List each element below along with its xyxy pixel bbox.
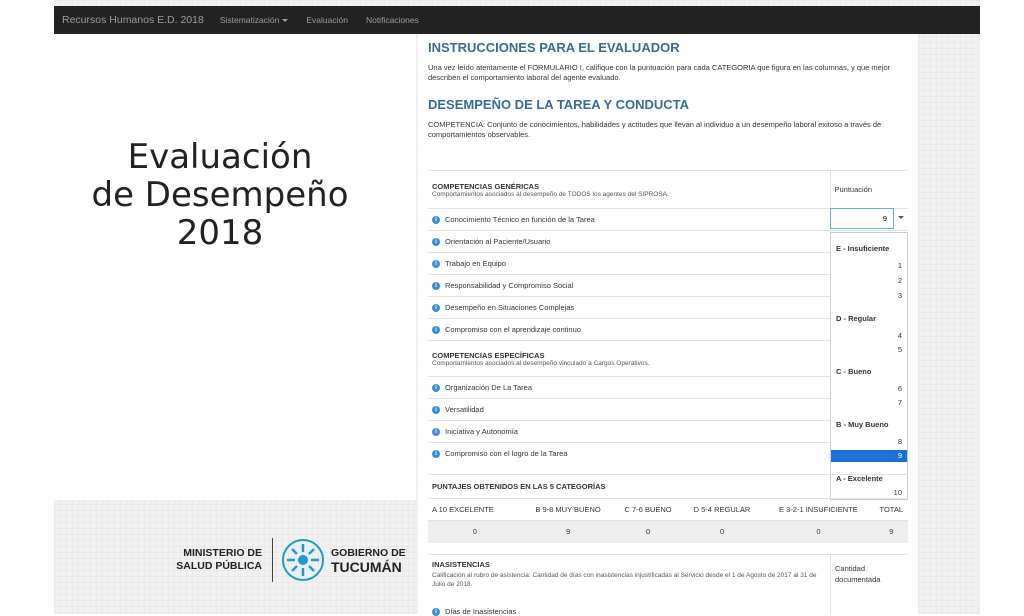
option-group: C - Bueno xyxy=(836,367,872,376)
info-icon[interactable]: i xyxy=(432,384,440,392)
nav-notificaciones[interactable]: Notificaciones xyxy=(365,15,419,25)
info-icon[interactable]: i xyxy=(432,260,440,268)
option-group: A - Excelente xyxy=(836,474,883,483)
totals-value: 0 xyxy=(428,521,522,543)
totals-header: A 10 EXCELENTE xyxy=(428,499,522,521)
totals-value: 0 xyxy=(762,521,874,543)
totals-value: 0 xyxy=(615,521,682,543)
totals-values-row xyxy=(428,521,908,543)
absences-row-label: Días de Inasistencias xyxy=(445,607,517,616)
score-option[interactable]: 1 xyxy=(897,261,902,270)
score-select[interactable]: 9 xyxy=(830,208,894,229)
headline xyxy=(60,138,380,252)
totals-value: 9 xyxy=(875,521,908,543)
totals-value: 9 xyxy=(522,521,615,543)
option-group: B - Muy Bueno xyxy=(836,420,889,429)
headline-line-2: de Desempeño xyxy=(91,175,349,215)
logo-divider xyxy=(272,538,273,582)
government-logo xyxy=(164,530,414,590)
totals-header: E 3-2-1 INSUFICIENTE xyxy=(762,499,874,521)
absences-section xyxy=(428,554,908,616)
headline-line-1: Evaluación xyxy=(127,137,313,177)
info-icon[interactable]: i xyxy=(432,304,440,312)
score-option[interactable]: 8 xyxy=(897,437,902,446)
option-group: D - Regular xyxy=(836,314,877,323)
score-option[interactable]: 3 xyxy=(897,291,902,300)
sun-emblem-icon xyxy=(281,538,325,582)
score-option[interactable]: 10 xyxy=(893,488,902,497)
government-text: GOBIERNO DE TUCUMÁN xyxy=(331,547,406,575)
info-icon[interactable]: i xyxy=(432,428,440,436)
score-option[interactable]: 5 xyxy=(897,345,902,354)
chevron-down-icon[interactable] xyxy=(898,216,904,219)
option-group: E - Insuficiente xyxy=(836,244,890,253)
absences-row xyxy=(432,607,516,616)
score-header: Puntuación xyxy=(830,171,908,209)
score-option[interactable]: 4 xyxy=(897,331,902,340)
totals-header: D 5-4 REGULAR xyxy=(682,499,763,521)
title-overlay xyxy=(54,34,416,500)
info-icon[interactable]: i xyxy=(432,216,440,224)
navbar-brand[interactable]: Recursos Humanos E.D. 2018 xyxy=(62,14,204,26)
info-icon[interactable]: i xyxy=(432,406,440,414)
score-dropdown xyxy=(830,232,908,500)
instructions-title: INSTRUCCIONES PARA EL EVALUADOR xyxy=(428,40,680,55)
totals-header: B 9-8 MUY BUENO xyxy=(522,499,615,521)
nav-sistematizacion[interactable]: Sistematización xyxy=(220,15,289,25)
competency-label: Compromiso con el aprendizaje continuo xyxy=(445,324,581,334)
totals-section xyxy=(428,474,908,543)
info-icon[interactable]: i xyxy=(432,282,440,290)
absences-column-header: Cantidad documentada xyxy=(830,555,908,615)
section-text: COMPETENCIA: Conjunto de conocimientos, habilidades y actitudes que llevan al individuo a un desempeño laboral exitoso a través de comportamientos observables. xyxy=(428,120,882,139)
competency-label: Desempeño en Situaciones Complejas xyxy=(445,302,575,312)
score-option[interactable]: 7 xyxy=(897,398,902,407)
chevron-down-icon xyxy=(282,19,288,22)
absences-title: INASISTENCIAS xyxy=(432,560,490,569)
headline-line-3: 2018 xyxy=(176,213,264,253)
score-option[interactable]: 2 xyxy=(897,276,902,285)
info-icon[interactable]: i xyxy=(432,608,440,616)
generic-title: COMPETENCIAS GENÉRICAS xyxy=(432,181,540,191)
info-icon[interactable]: i xyxy=(432,326,440,334)
totals-header: TOTAL xyxy=(875,499,908,521)
competency-label: Conocimiento Técnico en función de la Tarea xyxy=(445,214,595,224)
generic-header-row xyxy=(428,171,908,209)
totals-value: 0 xyxy=(682,521,763,543)
competency-label: Orientación al Paciente/Usuario xyxy=(445,236,551,246)
totals-table xyxy=(428,498,908,543)
competency-label: Versatilidad xyxy=(445,404,484,414)
nav-evaluacion[interactable]: Evaluación xyxy=(306,15,348,25)
info-icon[interactable]: i xyxy=(432,238,440,246)
competency-label: Trabajo en Equipo xyxy=(445,258,507,268)
absences-text: Calificación al rubro de asistencia: Cantidad de días con inasistencias injustificadas al Servicio desde el 1 de Agosto de 2017 al 31 de Julio de 2018. xyxy=(432,572,817,588)
specific-title: COMPETENCIAS ESPECÍFICAS xyxy=(432,350,545,360)
section-title: DESEMPEÑO DE LA TAREA Y CONDUCTA xyxy=(428,97,689,112)
ministry-text: MINISTERIO DE SALUD PÚBLICA xyxy=(176,547,262,572)
instructions-text: Una vez leído atentamente el FORMULARIO I, califique con la puntuación para cada CATEGORIA que figura en las columnas, y que mejor describen el comportamiento laboral del agente evaluado. xyxy=(428,63,891,82)
totals-header-row xyxy=(428,499,908,521)
totals-header: C 7-6 BUENO xyxy=(615,499,682,521)
competency-label: Responsabilidad y Compromiso Social xyxy=(445,280,574,290)
info-icon[interactable]: i xyxy=(432,450,440,458)
competency-label: Compromiso con el logro de la Tarea xyxy=(445,449,568,459)
navbar xyxy=(54,6,980,34)
score-option[interactable]: 6 xyxy=(897,384,902,393)
specific-subtitle: Comportamientos asociados al desempeño vinculado a Cargos Operativos. xyxy=(432,359,650,367)
competency-label: Organización De La Tarea xyxy=(445,382,532,392)
totals-title: PUNTAJES OBTENIDOS EN LAS 5 CATEGORÍAS xyxy=(428,474,908,498)
competency-label: Iniciativa y Autonomía xyxy=(445,426,518,436)
score-option-selected[interactable]: 9 xyxy=(831,450,907,462)
generic-subtitle: Comportamientos asociados al desempeño de TODOS los agentes del SIPROSA. xyxy=(432,190,669,198)
